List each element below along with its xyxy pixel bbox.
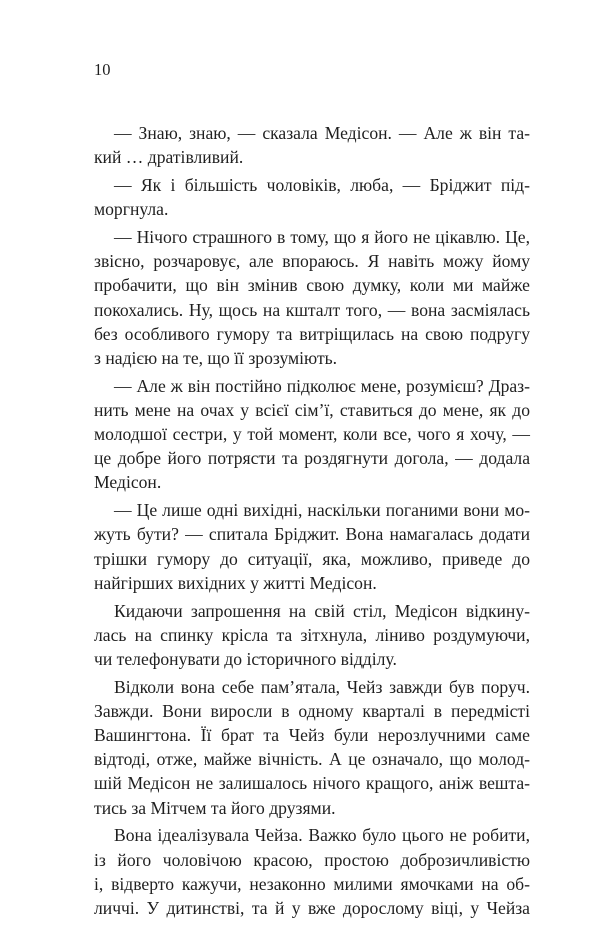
text-line: звісно, розчаровує, але впораюсь. Я навіть можу йому	[94, 251, 530, 272]
text-line: шій Медісон не залишалось нічого кращого, аніж вешта-	[94, 773, 530, 794]
text-line: відтоді, отже, майже вічність. А це означало, що молод-	[94, 749, 530, 770]
text-line: чи телефонувати до історичного відділу.	[94, 648, 397, 669]
paragraph	[94, 599, 530, 672]
text-line: пробачити, що він змінив свою думку, коли ми майже	[94, 275, 530, 296]
text-line: Завжди. Вони виросли в одному кварталі в передмісті	[94, 700, 530, 721]
text-line: з надією на те, що її зрозуміють.	[94, 347, 338, 368]
text-line: покохались. Ну, щось на кшталт того, — вона засміялась	[94, 299, 530, 320]
text-line: нить мене на очах у всієї сім’ї, ставиться до мене, як до	[94, 399, 530, 420]
page-number: 10	[94, 60, 111, 79]
text-line: жуть бути? — спитала Бріджит. Вона намагалась додати	[94, 524, 530, 545]
text-line: Вашингтона. Її брат та Чейз були нерозлучними саме	[94, 725, 530, 746]
paragraph	[94, 823, 530, 920]
text-line: — Знаю, знаю, — сказала Медісон. — Але ж він та-	[114, 123, 530, 143]
text-line: Кидаючи запрошення на свій стіл, Медісон відкину-	[114, 600, 530, 621]
text-line: кий … дратівливий.	[94, 147, 244, 168]
paragraph	[94, 498, 530, 595]
text-line: — Це лише одні вихідні, наскільки поганими вони мо-	[114, 500, 530, 521]
text-line: тись за Мітчем та його друзями.	[94, 797, 336, 818]
text-line: найгірших вихідних у житті Медісон.	[94, 572, 377, 593]
text-line: — Але ж він постійно підколює мене, розумієш? Драз-	[114, 375, 530, 396]
text-line: — Нічого страшного в тому, що я його не цікавлю. Це,	[114, 226, 530, 247]
text-line: личчі. У дитинстві, та й у вже дорослому віці, у Чейза	[94, 897, 530, 918]
paragraph	[94, 173, 530, 221]
text-line: і, відверто кажучи, незаконно милими ямочками на об-	[94, 873, 530, 894]
body-text	[94, 121, 530, 924]
text-line: моргнула.	[94, 199, 169, 220]
text-line: — Як і більшість чоловіків, люба, — Бріджит під-	[114, 174, 530, 195]
text-line: Медісон.	[94, 472, 162, 493]
paragraph	[94, 121, 530, 169]
text-line: із його чоловічою красою, простою доброзичливістю	[94, 849, 530, 870]
text-line: Відколи вона себе пам’ятала, Чейз завжди був поруч.	[114, 676, 530, 697]
text-line: трішки гумору до ситуації, яка, можливо, приведе до	[94, 548, 530, 569]
paragraph	[94, 374, 530, 495]
text-line: молодшої сестри, у той момент, коли все, чого я хочу, —	[94, 424, 530, 445]
text-line: Вона ідеалізувала Чейза. Важко було цього не робити,	[114, 825, 530, 846]
text-line: без особливого гумору та витріщилась на свою подругу	[94, 323, 530, 344]
paragraph	[94, 675, 530, 820]
text-line: лась на спинку крісла та зітхнула, ліниво роздумуючи,	[94, 624, 530, 645]
paragraph	[94, 225, 530, 370]
text-line: це добре його потрясти та роздягнути догола, — додала	[94, 448, 530, 469]
